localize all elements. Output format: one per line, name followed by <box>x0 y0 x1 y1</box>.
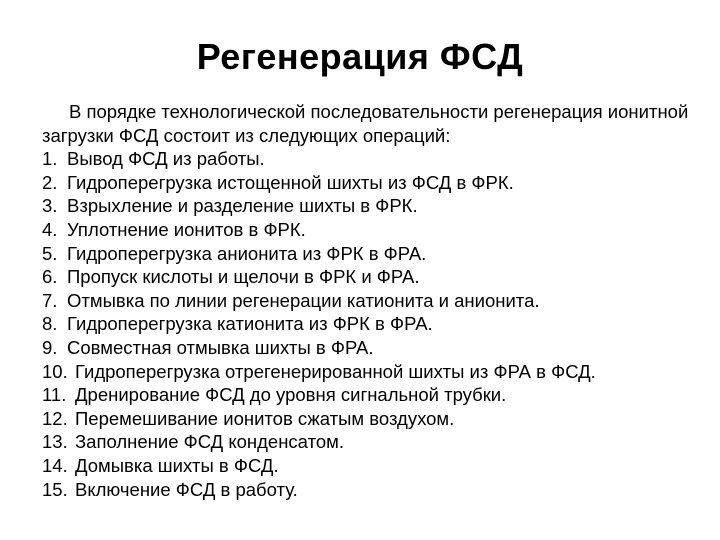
step-text: Уплотнение ионитов в ФРК. <box>67 218 306 240</box>
step-text: Дренирование ФСД до уровня сигнальной трубки. <box>75 384 507 406</box>
operations-list <box>42 147 692 501</box>
step-number: 1. <box>42 148 58 170</box>
step-number: 13. <box>42 431 68 453</box>
step-number: 8. <box>42 313 58 335</box>
list-item <box>42 194 692 218</box>
step-text: Отмывка по линии регенерации катионита и анионита. <box>67 289 540 311</box>
step-text: Взрыхление и разделение шихты в ФРК. <box>67 195 418 217</box>
step-text: Заполнение ФСД конденсатом. <box>75 431 344 453</box>
step-number: 11. <box>42 384 67 406</box>
list-item <box>42 171 692 195</box>
list-item <box>42 383 692 407</box>
step-text: Перемешивание ионитов сжатым воздухом. <box>75 407 455 429</box>
list-item <box>42 218 692 242</box>
list-item <box>42 360 692 384</box>
list-item <box>42 312 692 336</box>
step-text: Гидроперегрузка анионита из ФРК в ФРА. <box>67 242 427 264</box>
slide-body <box>42 100 692 501</box>
step-number: 14. <box>42 454 68 476</box>
step-number: 5. <box>42 242 58 264</box>
step-number: 12. <box>42 407 68 429</box>
list-item <box>42 289 692 313</box>
list-item <box>42 478 692 502</box>
list-item <box>42 147 692 171</box>
step-number: 15. <box>42 478 68 500</box>
step-number: 3. <box>42 195 58 217</box>
step-text: Гидроперегрузка катионита из ФРК в ФРА. <box>67 313 433 335</box>
intro-paragraph: В порядке технологической последовательности регенерация ионитной загрузки ФСД состоит из следующих операций: <box>42 101 689 146</box>
step-text: Гидроперегрузка истощенной шихты из ФСД в ФРК. <box>67 171 514 193</box>
list-item <box>42 407 692 431</box>
step-text: Совместная отмывка шихты в ФРА. <box>67 336 374 358</box>
step-text: Включение ФСД в работу. <box>75 478 298 500</box>
step-number: 6. <box>42 266 58 288</box>
step-text: Гидроперегрузка отрегенерированной шихты из ФРА в ФСД. <box>75 360 596 382</box>
slide-title: Регенерация ФСД <box>196 36 524 77</box>
step-number: 7. <box>42 289 58 311</box>
step-text: Вывод ФСД из работы. <box>67 148 265 170</box>
list-item <box>42 242 692 266</box>
list-item <box>42 265 692 289</box>
list-item <box>42 430 692 454</box>
list-item <box>42 336 692 360</box>
step-number: 2. <box>42 171 58 193</box>
step-text: Пропуск кислоты и щелочи в ФРК и ФРА. <box>67 266 420 288</box>
list-item <box>42 454 692 478</box>
step-number: 4. <box>42 218 58 240</box>
step-text: Домывка шихты в ФСД. <box>75 454 279 476</box>
step-number: 10. <box>42 360 68 382</box>
step-number: 9. <box>42 336 58 358</box>
